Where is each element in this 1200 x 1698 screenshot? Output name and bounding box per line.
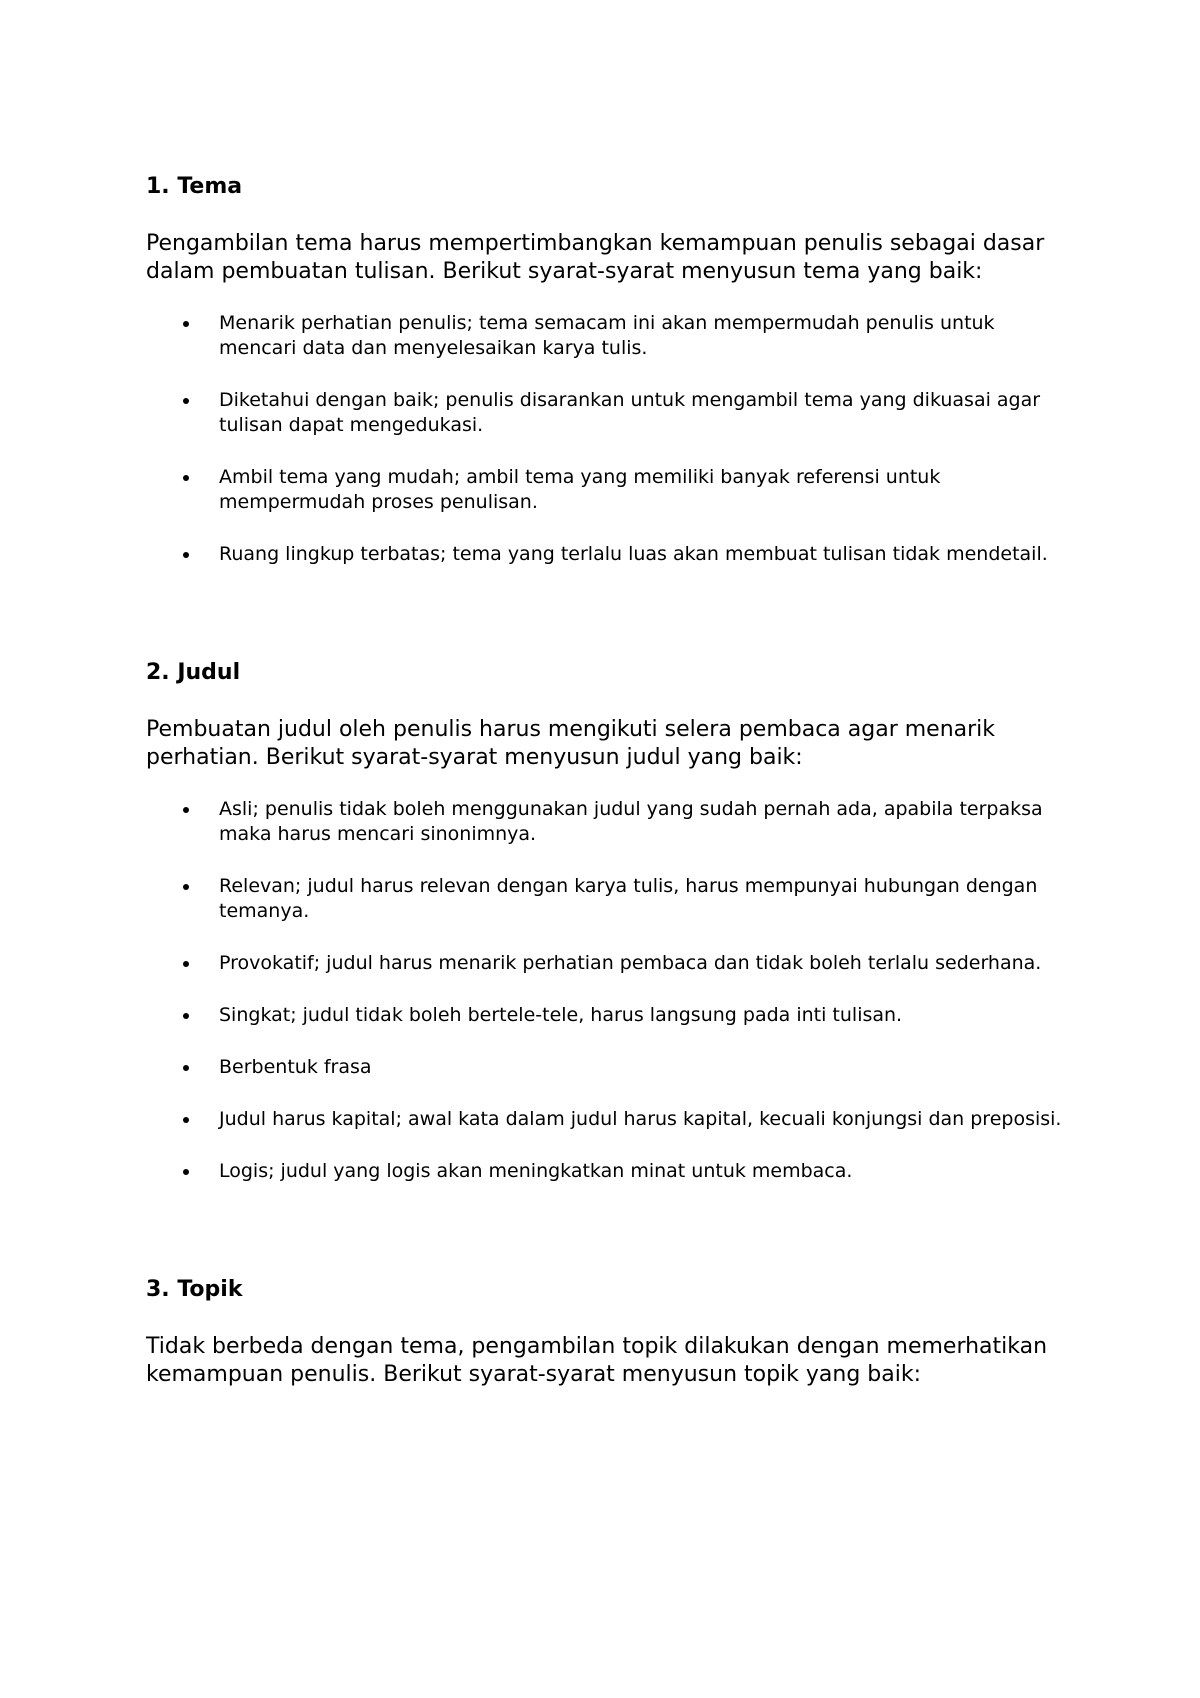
- bullet-icon: [183, 884, 189, 890]
- bullet-icon: [183, 807, 189, 813]
- list-item-text: Diketahui dengan baik; penulis disarankan untuk mengambil tema yang dikuasai agar tulisan dapat mengedukasi.: [219, 389, 1041, 436]
- bullet-icon: [183, 398, 189, 404]
- bullet-icon: [183, 1013, 189, 1019]
- list-item: [146, 874, 1066, 924]
- list-item-text: Provokatif; judul harus menarik perhatian pembaca dan tidak boleh terlalu sederhana.: [219, 952, 1042, 974]
- section-heading: 2. Judul: [146, 660, 241, 685]
- list-item-text: Asli; penulis tidak boleh menggunakan judul yang sudah pernah ada, apabila terpaksa maka harus mencari sinonimnya.: [219, 798, 1043, 845]
- bullet-icon: [183, 961, 189, 967]
- list-item: [146, 1159, 1066, 1184]
- list-item: [146, 388, 1066, 438]
- bullet-icon: [183, 321, 189, 327]
- section-judul: [146, 659, 1066, 1184]
- list-item-text: Berbentuk frasa: [219, 1056, 372, 1078]
- list-item-text: Ambil tema yang mudah; ambil tema yang memiliki banyak referensi untuk mempermudah proses penulisan.: [219, 466, 941, 513]
- list-item-text: Logis; judul yang logis akan meningkatkan minat untuk membaca.: [219, 1160, 853, 1182]
- list-item-text: Relevan; judul harus relevan dengan karya tulis, harus mempunyai hubungan dengan temanya.: [219, 875, 1038, 922]
- document-page: [146, 173, 1066, 1389]
- list-item-text: Singkat; judul tidak boleh bertele-tele, harus langsung pada inti tulisan.: [219, 1004, 903, 1026]
- section-intro: Tidak berbeda dengan tema, pengambilan topik dilakukan dengan memerhatikan kemampuan penulis. Berikut syarat-syarat menyusun topik yang baik:: [146, 1334, 1048, 1387]
- bullet-icon: [183, 1117, 189, 1123]
- section-heading: 1. Tema: [146, 174, 243, 199]
- list-item: [146, 951, 1066, 976]
- section-tema: [146, 173, 1066, 567]
- list-item: [146, 465, 1066, 515]
- section-topik: [146, 1276, 1066, 1389]
- list-item-text: Ruang lingkup terbatas; tema yang terlalu luas akan membuat tulisan tidak mendetail.: [219, 543, 1048, 565]
- list-item-text: Judul harus kapital; awal kata dalam judul harus kapital, kecuali konjungsi dan preposisi.: [219, 1108, 1062, 1130]
- list-item: [146, 1003, 1066, 1028]
- list-item: [146, 797, 1066, 847]
- list-item-text: Menarik perhatian penulis; tema semacam ini akan mempermudah penulis untuk mencari data dan menyelesaikan karya tulis.: [219, 312, 995, 359]
- list-item: [146, 542, 1066, 567]
- bullet-list: [146, 797, 1066, 1184]
- bullet-list: [146, 311, 1066, 567]
- section-intro: Pengambilan tema harus mempertimbangkan kemampuan penulis sebagai dasar dalam pembuatan tulisan. Berikut syarat-syarat menyusun tema yang baik:: [146, 231, 1045, 284]
- section-intro: Pembuatan judul oleh penulis harus mengikuti selera pembaca agar menarik perhatian. Berikut syarat-syarat menyusun judul yang baik:: [146, 717, 996, 770]
- list-item: [146, 1055, 1066, 1080]
- list-item: [146, 1107, 1066, 1132]
- bullet-icon: [183, 552, 189, 558]
- bullet-icon: [183, 1169, 189, 1175]
- bullet-icon: [183, 475, 189, 481]
- section-heading: 3. Topik: [146, 1277, 243, 1302]
- list-item: [146, 311, 1066, 361]
- bullet-icon: [183, 1065, 189, 1071]
